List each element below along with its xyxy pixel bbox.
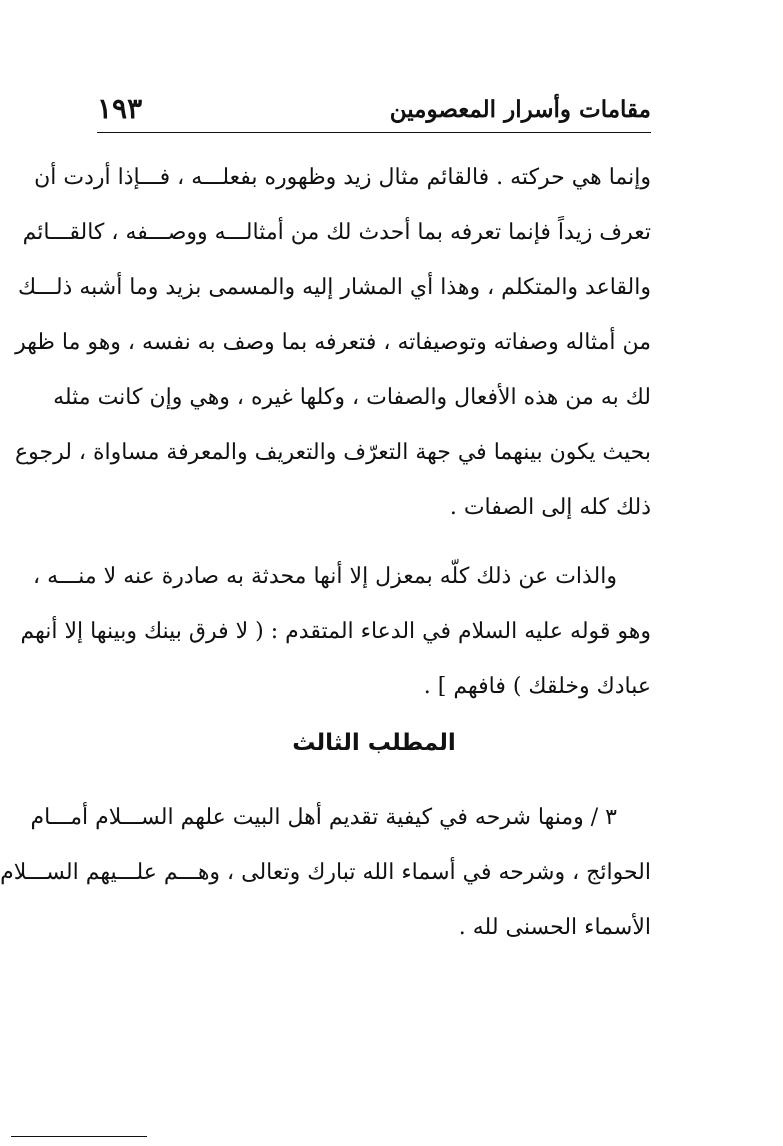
text-line: الحوائج ، وشرحه في أسماء الله تبارك وتعالى ، وهـــم علـــيهم الســـلام [0,860,651,885]
text-line: والذات عن ذلك كلّه بمعزل إلا أنها محدثة به صادرة عنه لا منـــه ، [33,564,617,589]
text-line: ذلك كله إلى الصفات . [449,495,651,520]
paragraph-3 [0,790,651,955]
paragraph-2 [20,549,651,714]
page-number: ١٩٣ [97,92,143,125]
text-line: تعرف زيداً فإنما تعرفه بما أحدث لك من أمثالـــه ووصـــفه ، كالقـــائم [22,220,651,245]
text-line: وهو قوله عليه السلام في الدعاء المتقدم : ( لا فرق بينك وبينها إلا أنهم [20,619,651,644]
paragraph-spacer [97,535,651,549]
text-line: ٣ / ومنها شرحه في كيفية تقديم أهل البيت علهم الســـلام أمـــام [30,805,617,830]
text-line: عبادك وخلقك ) فافهم ] . [423,674,651,699]
page-header [97,92,651,133]
section-heading: المطلب الثالث [292,730,456,756]
running-title: مقامات وأسرار المعصومين [389,96,651,123]
text-line: والقاعد والمتكلم ، وهذا أي المشار إليه والمسمى بزيد وما أشبه ذلـــك [17,275,651,300]
heading-block [97,714,651,790]
paragraph-1 [14,150,651,535]
footnote-rule [11,1136,147,1137]
body-text [0,150,651,955]
text-line: بحيث يكون بينهما في جهة التعرّف والتعريف والمعرفة مساواة ، لرجوع [14,440,651,465]
text-line: لك به من هذه الأفعال والصفات ، وكلها غيره ، وهي وإن كانت مثله [53,385,651,410]
text-line: وإنما هي حركته . فالقائم مثال زيد وظهوره بفعلـــه ، فـــإذا أردت أن [34,165,651,190]
text-line: الأسماء الحسنى لله . [458,915,651,940]
text-line: من أمثاله وصفاته وتوصيفاته ، فتعرفه بما وصف به نفسه ، وهو ما ظهر [15,330,651,355]
